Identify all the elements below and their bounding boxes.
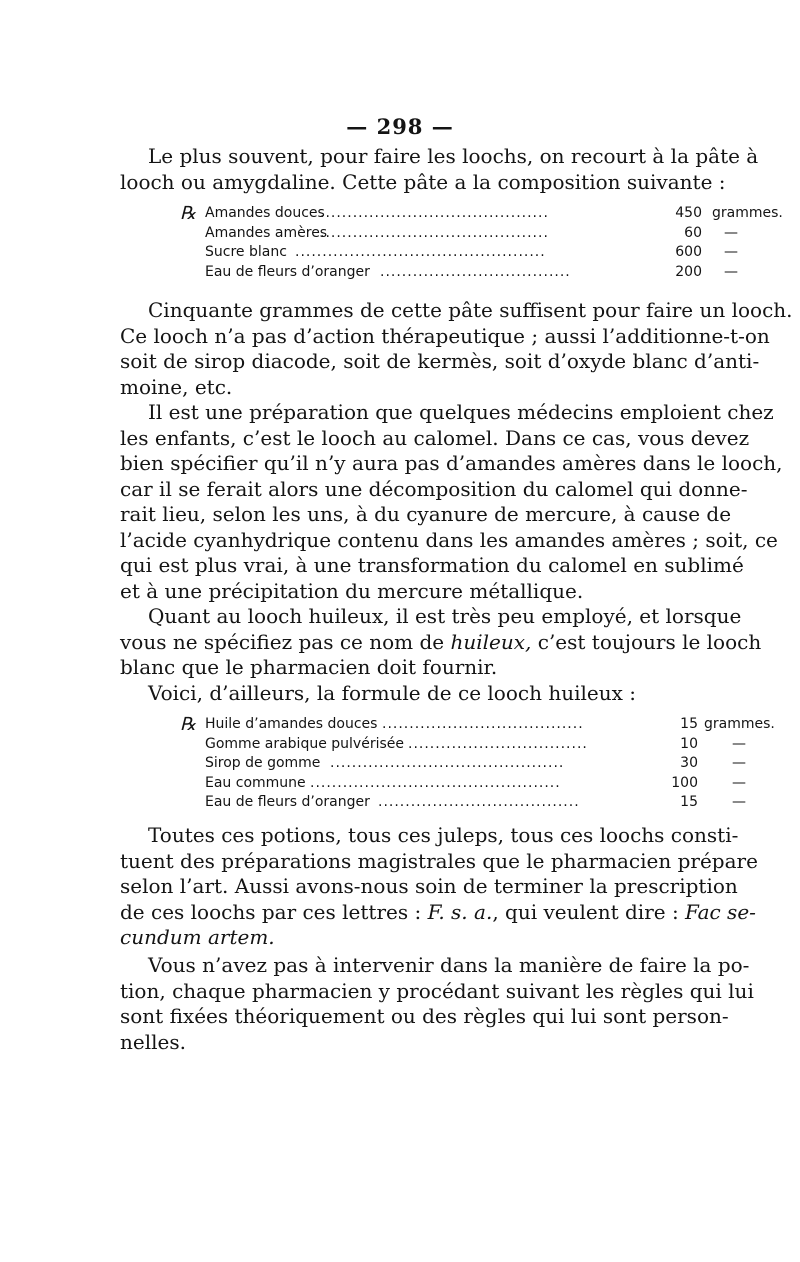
text-line: vous ne spécifiez pas ce nom de huileux, c’est toujours le looch — [120, 629, 762, 654]
ingredient-quantity: 30 — [680, 755, 698, 771]
text-line: looch ou amygdaline. Cette pâte a la composition suivante : — [120, 169, 726, 194]
text-line: bien spécifier qu’il n’y aura pas d’amandes amères dans le looch, — [120, 451, 783, 475]
ingredient-quantity: 15 — [680, 794, 698, 810]
ingredient-name: Sucre blanc — [205, 244, 287, 260]
text-line: nelles. — [120, 1029, 186, 1054]
paragraph-intervenir — [120, 953, 754, 1055]
text-line: et à une précipitation du mercure métallique. — [120, 578, 584, 603]
text-line: Vous n’avez pas à intervenir dans la manière de faire la po- — [148, 953, 750, 977]
recipe-row: Amandes amères .......................................... 60 — — [180, 224, 600, 244]
ingredient-unit: — — [724, 263, 738, 280]
text-line: de ces loochs par ces lettres : F. s. a., qui veulent dire : Fac se- — [120, 899, 756, 924]
text-line: selon l’art. Aussi avons-nous soin de terminer la prescription — [120, 874, 738, 898]
ingredient-unit: — — [724, 244, 738, 260]
italic-term: huileux, — [450, 629, 532, 654]
ingredient-unit: — — [732, 755, 746, 771]
ingredient-quantity: 15 — [680, 716, 698, 732]
recipe-row: Eau de fleurs d’oranger ................................... 200 — — [180, 263, 600, 283]
text-line: Ce looch n’a pas d’action thérapeutique ; aussi l’additionne-t-on — [120, 323, 770, 348]
text-line: Voici, d’ailleurs, la formule de ce looch huileux : — [148, 681, 636, 705]
ingredient-unit: — — [724, 224, 738, 241]
ingredient-quantity: 10 — [680, 735, 698, 752]
recipe-row: Sucre blanc .............................................. 600 — — [180, 243, 600, 263]
recipe-row: Eau commune .............................................. 100 — — [180, 774, 620, 794]
text-line: soit de sirop diacode, soit de kermès, soit d’oxyde blanc d’anti- — [120, 349, 760, 373]
text-line: blanc que le pharmacien doit fournir. — [120, 655, 498, 679]
ingredient-name: Amandes amères — [205, 224, 328, 241]
ingredient-name: Gomme arabique pulvérisée — [205, 735, 404, 752]
ingredient-quantity: 600 — [675, 244, 702, 260]
paragraph-formule — [120, 681, 680, 707]
recipe-row: Sirop de gomme ........................................... 30 — — [180, 754, 620, 774]
text-line: Cinquante grammes de cette pâte suffisent pour faire un looch. — [148, 298, 793, 322]
ingredient-name: Amandes douces — [205, 205, 325, 221]
text-line: Il est une préparation que quelques médecins emploient chez — [148, 400, 774, 424]
recipe-row: ℞ Amandes douces .......................................... 450 grammes. — [180, 203, 783, 224]
ingredient-name: Huile d’amandes douces — [205, 716, 378, 732]
italic-term: Fac se- — [685, 899, 756, 924]
text-line: les enfants, c’est le looch au calomel. Dans ce cas, vous devez — [120, 425, 750, 450]
text-line: l’acide cyanhydrique contenu dans les amandes amères ; soit, ce — [120, 527, 778, 552]
italic-term: F. s. a. — [427, 899, 493, 924]
recipe-symbol-icon: ℞ — [180, 714, 197, 735]
paragraph-cinquante — [120, 298, 793, 400]
text-line: car il se ferait alors une décomposition du calomel qui donne- — [120, 476, 748, 501]
recipe-row: Eau de fleurs d’oranger ..................................... 15 — — [180, 793, 620, 813]
text-line: tuent des préparations magistrales que le pharmacien prépare — [120, 848, 758, 873]
paragraph-intro — [120, 144, 759, 195]
recipe-row: Gomme arabique pulvérisée ................................. 10 — — [180, 735, 620, 755]
text-line: Le plus souvent, pour faire les loochs, on recourt à la pâte à — [148, 144, 759, 168]
ingredient-quantity: 200 — [675, 263, 702, 280]
ingredient-unit: — — [732, 774, 746, 791]
text-line — [120, 925, 680, 951]
text-line: Toutes ces potions, tous ces juleps, tous ces loochs consti- — [148, 823, 739, 847]
text-line: qui est plus vrai, à une transformation du calomel en sublimé — [120, 553, 744, 577]
recipe-oily-looch — [180, 714, 775, 813]
ingredient-unit: — — [732, 794, 746, 810]
ingredient-unit: — — [732, 735, 746, 752]
text-line: Quant au looch huileux, il est très peu employé, et lorsque — [148, 604, 742, 628]
recipe-almond-paste — [180, 203, 783, 282]
ingredient-name: Eau commune — [205, 774, 306, 791]
text-line: rait lieu, selon les uns, à du cyanure de mercure, à cause de — [120, 502, 732, 526]
ingredient-name: Eau de fleurs d’oranger — [205, 263, 370, 280]
paragraph-looch-huileux — [120, 604, 762, 681]
text-line: sont fixées théoriquement ou des règles qui lui sont person- — [120, 1004, 729, 1028]
ingredient-unit: grammes. — [704, 716, 775, 732]
ingredient-unit: grammes. — [712, 205, 783, 221]
recipe-row: ℞ Huile d’amandes douces ..................................... 15 grammes. — [180, 714, 775, 735]
ingredient-quantity: 60 — [684, 224, 702, 241]
text-line: moine, etc. — [120, 374, 233, 399]
text-line: tion, chaque pharmacien y procédant suivant les règles qui lui — [120, 978, 754, 1003]
recipe-symbol-icon: ℞ — [180, 203, 197, 224]
ingredient-quantity: 450 — [666, 204, 702, 224]
italic-term: cundum artem. — [120, 925, 275, 949]
page-number: — 298 — — [346, 114, 454, 139]
paragraph-calomel — [120, 400, 783, 604]
ingredient-name: Eau de fleurs d’oranger — [205, 794, 370, 810]
paragraph-potions — [120, 823, 758, 951]
ingredient-quantity: 100 — [671, 774, 698, 791]
ingredient-name: Sirop de gomme — [205, 755, 321, 771]
